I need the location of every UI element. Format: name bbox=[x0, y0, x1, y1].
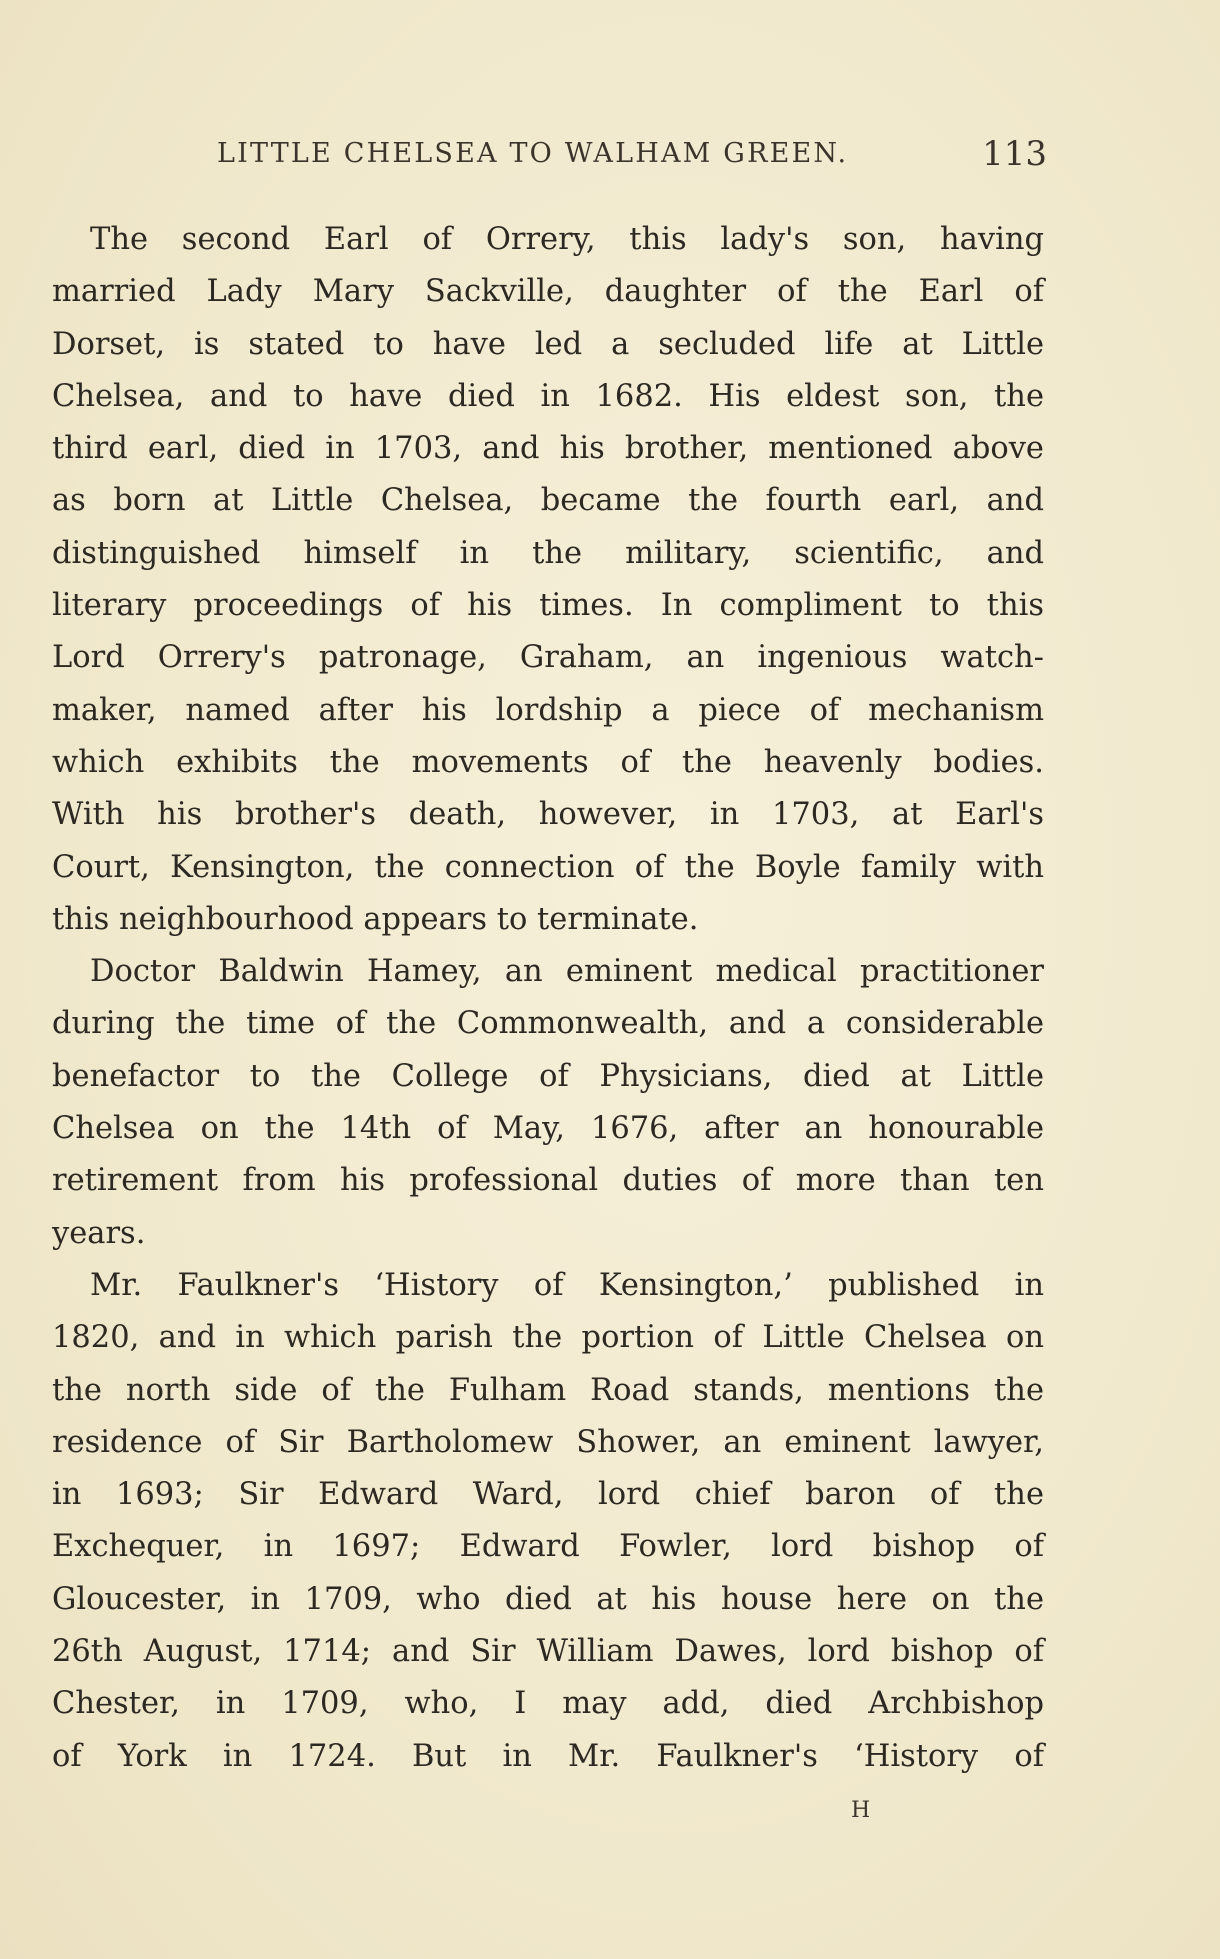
text-line: years. bbox=[52, 1215, 146, 1251]
signature-mark: H bbox=[851, 1798, 871, 1823]
text-line: as born at Little Chelsea, became the fourth earl, and bbox=[52, 483, 1044, 519]
text-line: maker, named after his lordship a piece of mechanism bbox=[52, 692, 1044, 728]
text-line: in 1693; Sir Edward Ward, lord chief baron of the bbox=[52, 1477, 1044, 1513]
text-line: Chelsea, and to have died in 1682. His eldest son, the bbox=[52, 378, 1044, 414]
text-line: which exhibits the movements of the heavenly bodies. bbox=[52, 744, 1044, 780]
paragraph-orrery bbox=[52, 214, 1044, 946]
paragraph-hamey bbox=[52, 946, 1044, 1260]
running-head bbox=[52, 134, 1047, 174]
text-line: Gloucester, in 1709, who died at his house here on the bbox=[52, 1581, 1044, 1617]
text-line: married Lady Mary Sackville, daughter of the Earl of bbox=[52, 274, 1044, 310]
text-line: distinguished himself in the military, scientific, and bbox=[52, 535, 1044, 571]
text-line: of York in 1724. But in Mr. Faulkner's ‘History of bbox=[52, 1738, 1044, 1774]
text-line: Chester, in 1709, who, I may add, died Archbishop bbox=[52, 1686, 1044, 1722]
text-line: the north side of the Fulham Road stands, mentions the bbox=[52, 1372, 1044, 1408]
text-line: third earl, died in 1703, and his brother, mentioned above bbox=[52, 431, 1044, 467]
text-line: literary proceedings of his times. In compliment to this bbox=[52, 588, 1044, 624]
text-line: this neighbourhood appears to terminate. bbox=[52, 901, 699, 937]
text-line: 1820, and in which parish the portion of Little Chelsea on bbox=[52, 1320, 1044, 1356]
text-line: Dorset, is stated to have led a secluded life at Little bbox=[52, 326, 1044, 362]
text-line: benefactor to the College of Physicians, died at Little bbox=[52, 1058, 1044, 1094]
text-line: Doctor Baldwin Hamey, an eminent medical practitioner bbox=[90, 954, 1044, 990]
text-line: Exchequer, in 1697; Edward Fowler, lord bishop of bbox=[52, 1529, 1044, 1565]
text-line: Court, Kensington, the connection of the Boyle family with bbox=[52, 849, 1044, 885]
text-line: retirement from his professional duties of more than ten bbox=[52, 1163, 1044, 1199]
text-line: residence of Sir Bartholomew Shower, an eminent lawyer, bbox=[52, 1424, 1044, 1460]
running-title: LITTLE CHELSEA TO WALHAM GREEN. bbox=[217, 138, 849, 169]
text-line: The second Earl of Orrery, this lady's son, having bbox=[90, 222, 1044, 257]
paragraph-faulkner bbox=[52, 1260, 1044, 1783]
text-line: Mr. Faulkner's ‘History of Kensington,’ published in bbox=[90, 1267, 1044, 1303]
body-text bbox=[52, 214, 1044, 1783]
text-line: With his brother's death, however, in 1703, at Earl's bbox=[52, 797, 1044, 833]
text-line: Lord Orrery's patronage, Graham, an ingenious watch- bbox=[52, 640, 1044, 676]
page-number: 113 bbox=[982, 134, 1047, 174]
text-line: 26th August, 1714; and Sir William Dawes, lord bishop of bbox=[52, 1634, 1044, 1670]
text-line: during the time of the Commonwealth, and a considerable bbox=[52, 1006, 1044, 1042]
text-line: Chelsea on the 14th of May, 1676, after an honourable bbox=[52, 1111, 1044, 1147]
